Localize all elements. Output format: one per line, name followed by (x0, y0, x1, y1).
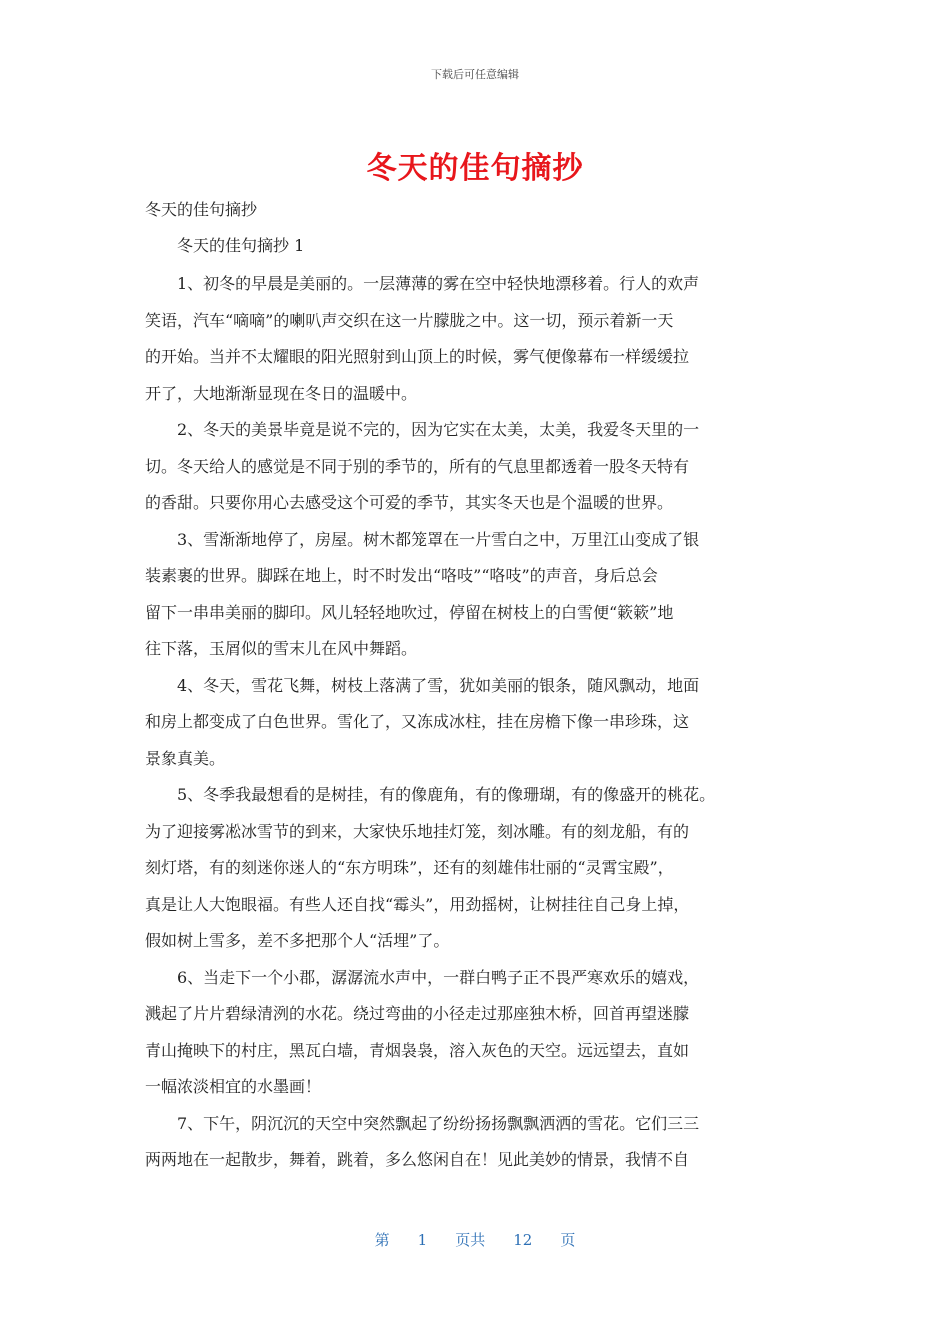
subtitle: 冬天的佳句摘抄 (145, 200, 258, 219)
section-heading: 冬天的佳句摘抄 1 (177, 236, 305, 255)
paragraph-line: 装素裹的世界。脚踩在地上，时不时发出“咯吱”“咯吱”的声音，身后总会 (145, 566, 658, 585)
paragraph-1 (145, 266, 815, 412)
paragraph-4 (145, 668, 815, 778)
paragraph-line: 6、当走下一个小郡，潺潺流水声中，一群白鸭子正不畏严寒欢乐的嬉戏， (177, 967, 700, 987)
page-footer (0, 1229, 950, 1250)
body-text (145, 266, 815, 1179)
paragraph-line: 两两地在一起散步，舞着，跳着，多么悠闲自在！见此美妙的情景，我情不自 (145, 1150, 690, 1169)
paragraph-line: 溅起了片片碧绿清洌的水花。绕过弯曲的小径走过那座独木桥，回首再望迷朦 (145, 1004, 690, 1023)
paragraph-line: 留下一串串美丽的脚印。风儿轻轻地吹过，停留在树枝上的白雪便“簌簌”地 (145, 602, 674, 622)
paragraph-line: 青山掩映下的村庄，黑瓦白墙，青烟袅袅，溶入灰色的天空。远远望去，直如 (145, 1040, 690, 1060)
paragraph-line: 2、冬天的美景毕竟是说不完的，因为它实在太美，太美，我爱冬天里的一 (177, 420, 700, 439)
paragraph-line: 5、冬季我最想看的是树挂，有的像鹿角，有的像珊瑚，有的像盛开的桃花。 (177, 785, 716, 804)
paragraph-line: 真是让人大饱眼福。有些人还自找“霉头”，用劲摇树，让树挂往自己身上掉， (145, 894, 690, 914)
paragraph-6 (145, 960, 815, 1106)
paragraph-line: 笑语，汽车“嘀嘀”的喇叭声交织在这一片朦胧之中。这一切，预示着新一天 (145, 310, 674, 330)
paragraph-line: 的开始。当并不太耀眼的阳光照射到山顶上的时候，雾气便像幕布一样缓缓拉 (145, 347, 690, 366)
paragraph-line: 和房上都变成了白色世界。雪化了，又冻成冰柱，挂在房檐下像一串珍珠，这 (145, 712, 690, 731)
page-label-prefix: 第 (374, 1231, 390, 1249)
paragraph-line: 往下落，玉屑似的雪末儿在风中舞蹈。 (145, 639, 418, 658)
page-number: 1 (417, 1231, 428, 1249)
paragraph-line: 3、雪渐渐地停了，房屋。树木都笼罩在一片雪白之中，万里江山变成了银 (177, 529, 700, 549)
header-note: 下载后可任意编辑 (431, 68, 519, 81)
page-total: 12 (513, 1231, 533, 1249)
paragraph-line: 假如树上雪多，差不多把那个人“活埋”了。 (145, 931, 450, 950)
page-label-suffix: 页 (560, 1231, 576, 1249)
paragraph-2 (145, 412, 815, 522)
paragraph-7 (145, 1106, 815, 1179)
paragraph-line: 刻灯塔，有的刻迷你迷人的“东方明珠”，还有的刻雄伟壮丽的“灵霄宝殿”， (145, 858, 674, 877)
paragraph-line: 切。冬天给人的感觉是不同于别的季节的，所有的气息里都透着一股冬天特有 (145, 456, 690, 476)
paragraph-line: 开了，大地渐渐显现在冬日的温暖中。 (145, 383, 418, 403)
paragraph-line: 一幅浓淡相宜的水墨画！ (145, 1077, 322, 1096)
paragraph-5 (145, 777, 815, 960)
page-label-mid: 页共 (455, 1231, 486, 1249)
paragraph-line: 1、初冬的早晨是美丽的。一层薄薄的雾在空中轻快地漂移着。行人的欢声 (177, 274, 700, 293)
paragraph-line: 4、冬天，雪花飞舞，树枝上落满了雪，犹如美丽的银条，随风飘动，地面 (177, 675, 700, 695)
paragraph-line: 的香甜。只要你用心去感受这个可爱的季节，其实冬天也是个温暖的世界。 (145, 493, 674, 512)
paragraph-line: 为了迎接雾凇冰雪节的到来，大家快乐地挂灯笼，刻冰雕。有的刻龙船，有的 (145, 821, 690, 841)
paragraph-line: 景象真美。 (145, 748, 226, 768)
paragraph-line: 7、下午，阴沉沉的天空中突然飘起了纷纷扬扬飘飘洒洒的雪花。它们三三 (177, 1113, 700, 1133)
paragraph-3 (145, 522, 815, 668)
document-title: 冬天的佳句摘抄 (366, 151, 584, 186)
